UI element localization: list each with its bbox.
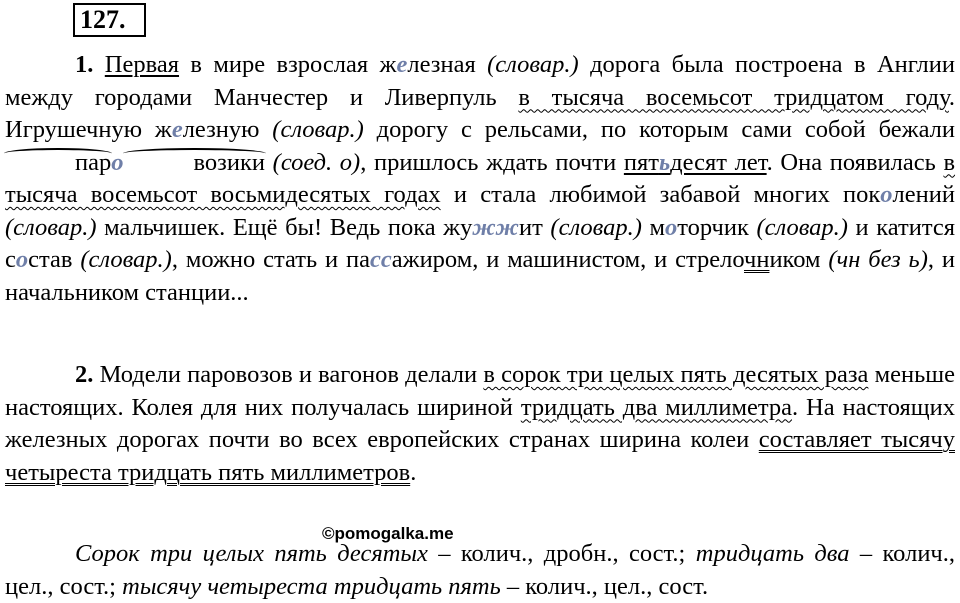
text-run: и катится с	[5, 213, 955, 273]
circumstance-underline: в сорок три целых пять десятых раза	[483, 361, 869, 388]
root-arc: пар	[5, 147, 111, 180]
predicate-underline: составляет тысячу четыреста тридцать пять миллиметров	[5, 426, 955, 486]
highlighted-letter: е	[396, 51, 408, 78]
text-run: в мире взрослая ж	[179, 51, 397, 78]
text-run: иком	[769, 246, 829, 273]
paragraph-3	[5, 538, 955, 603]
text-run: . На настоящих железных дорогах почти во всех европейских странах ширина колеи	[5, 393, 955, 453]
text-run: – колич., дробн., сост.;	[427, 540, 696, 567]
text-run: – колич., цел., сост.;	[5, 540, 955, 600]
text-run: лений	[892, 181, 955, 208]
numeral-italic: Сорок три целых пять десятых	[75, 540, 428, 567]
numeral-italic: тысячу четыреста тридцать пять	[122, 572, 501, 600]
text-run: ит	[519, 213, 551, 241]
text-run: и стала любимой забавой многих пок	[440, 181, 881, 208]
highlighted-letter: о	[111, 148, 124, 176]
highlighted-letter: сс	[370, 246, 392, 273]
text-run: Модели паровозов и вагонов делали	[93, 361, 484, 388]
text-run: десят лет	[670, 148, 767, 176]
subject-underline	[624, 149, 767, 176]
highlighted-letter: жж	[472, 213, 520, 241]
text-run: . Игрушечную ж	[5, 83, 956, 143]
text-run: м	[641, 213, 666, 241]
exercise-number: 127.	[73, 3, 146, 37]
highlighted-letter: е	[171, 116, 183, 143]
subject-underline: Первая	[104, 51, 180, 78]
orthogram-underline: чн	[744, 246, 770, 273]
circumstance-underline: в тысяча восемьсот восьмидесятых годах	[5, 148, 956, 208]
annotation: (словар.)	[756, 213, 848, 241]
highlighted-letter: ь	[658, 148, 671, 176]
annotation: (словар.)	[550, 213, 642, 241]
text-run: .	[410, 458, 417, 486]
text-run: – колич., цел., сост.	[500, 572, 709, 600]
text-run: став	[28, 246, 81, 273]
watermark: ©pomogalka.me	[322, 524, 454, 543]
highlighted-letter: о	[880, 181, 893, 208]
text-run: дорога была построена в Англии между городами Манчестер и Ливерпуль	[5, 51, 956, 111]
annotation: (словар.)	[272, 116, 364, 143]
highlighted-letter: о	[665, 213, 678, 241]
text-run: ажиром, и машинистом, и стрело	[391, 246, 744, 273]
paragraph-1	[5, 49, 955, 309]
text-run: пят	[623, 148, 659, 176]
root-arc: возики	[124, 147, 265, 180]
text-run: . Она появилась	[766, 148, 944, 176]
text-run: , можно стать и па	[171, 246, 371, 273]
annotation: (чн без ь)	[828, 246, 928, 273]
annotation: (соед. о)	[272, 148, 361, 176]
text-run: торчик	[677, 213, 757, 241]
paragraph-number: 2.	[75, 361, 94, 388]
paragraph-number: 1.	[75, 51, 94, 78]
text-run: , пришлось ждать почти	[360, 148, 624, 176]
numeral-italic: тридцать два	[695, 540, 850, 567]
paragraph-2	[5, 359, 955, 489]
text-run: меньше настоящих. Колея для них получалась шириной	[5, 361, 955, 421]
circumstance-underline: в тысяча восемьсот тридцатом году	[518, 83, 949, 111]
text-run: мальчишек. Ещё бы! Ведь пока жу	[96, 213, 473, 241]
highlighted-letter: о	[15, 246, 29, 273]
text-run: лезную	[182, 116, 273, 143]
text-run	[265, 149, 273, 176]
annotation: (словар.)	[5, 213, 97, 241]
annotation: (словар.)	[487, 51, 579, 78]
circumstance-underline: тридцать два миллиметра	[520, 393, 792, 421]
text-run: , и начальником станции...	[5, 246, 955, 306]
text-run: лезная	[407, 51, 488, 78]
annotation: (словар.)	[80, 246, 172, 273]
text-run: дорогу с рельсами, по которым сами собой бежали	[363, 116, 956, 143]
